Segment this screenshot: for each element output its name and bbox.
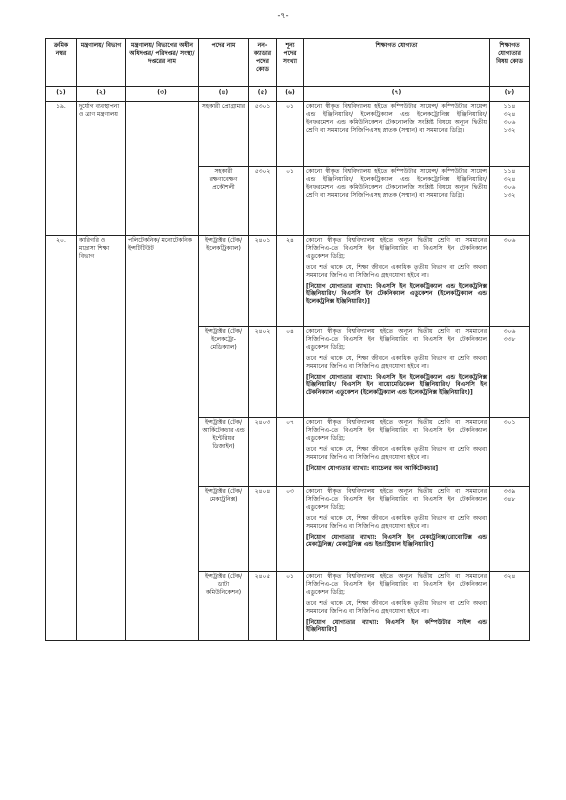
code-cell: ২৪০২ [249,327,277,418]
qualification-cell [304,327,490,418]
column-number-row [46,87,530,102]
subject-codes-cell [490,167,530,236]
header-cell: নন-ক্যাডার পদের কোড [249,39,277,87]
column-number: (৬) [277,87,304,102]
subject-code: ৩০৬ [503,328,516,335]
subject-code: ১১৪ [503,168,516,175]
subject-code: ৩০৬ [503,237,516,244]
subject-code: ৩৩৯ [503,488,516,495]
qualification-explanation: [নিয়োগ যোগ্যতার ব্যাখ্যা: বিএসসি ইন ইলেকট্রিক্যাল এন্ড ইলেকট্রনিক্স ইঞ্জিনিয়ারিং/ বিএসসি ইন টেকনিক্যাল এডুকেশন (ইলেকট্রিক্যাল এন্ড ইলেকট্রনিক্স ইঞ্জিনিয়ারিং)] [306,282,487,306]
subject-codes-cell [490,418,530,487]
code-cell: ২৪০৩ [249,418,277,487]
column-number: (৭) [304,87,490,102]
code-cell: ২৪০৫ [249,572,277,641]
subject-code: ৩২৪ [503,110,516,118]
ministry-cell: কারিগরি ও মাদ্রাসা শিক্ষা বিভাগ [77,236,126,641]
vacancy-cell: ০১ [277,572,304,641]
header-cell: ক্রমিক নম্বর [46,39,77,87]
subject-codes-cell [490,236,530,327]
post-name-cell: ইন্সট্রাক্টর (টেক/ ডাটা কমিউনিকেশন) [199,572,249,641]
qualification-cell [304,418,490,487]
subject-code: ৩২৪ [503,573,516,580]
qualification-text: কোনো স্বীকৃত বিশ্ববিদ্যালয় হইতে অন্যূন দ্বিতীয় শ্রেণি বা সমমানের সিজিপিএ-তে বিএসসি ইন ইঞ্জিনিয়ারিং বা বিএসসি ইন টেকনিক্যাল এডুকেশন ডিগ্রি; [306,573,487,596]
qualification-explanation: [নিয়োগ যোগ্যতার ব্যাখ্যা: বিএসসি ইন কম্পিউটার সাইন্স এন্ড ইঞ্জিনিয়ারিং] [306,618,487,634]
subject-code: ৩০৬ [503,118,516,126]
qualification-text: তবে শর্ত থাকে যে, শিক্ষা জীবনে একাধিক তৃতীয় বিভাগ বা শ্রেণি অথবা সমমানের জিপিএ বা সিজিপিএ গ্রহণযোগ্য হইবে না। [306,263,487,279]
qualification-cell [304,572,490,641]
table-row [46,102,530,167]
qualification-cell [304,236,490,327]
post-name-cell: ইন্সট্রাক্টর (টেক/ আর্কিটেকচার এন্ড ইন্টেরিয়র ডিজাইন) [199,418,249,487]
qualification-explanation: [নিয়োগ যোগ্যতার ব্যাখ্যা: বিএসসি ইন মেকাট্রনিক্স/রোবোটিক্স এন্ড মেকাট্রনিক্স/ মেকাট্রনিক্স এন্ড ইন্ডাস্ট্রিয়াল ইঞ্জিনিয়ারিং] [306,533,487,549]
vacancy-cell: ০৪ [277,327,304,418]
department-cell: পলিটেকনিক/ মনোটেকনিক ইন্সটিটিউট [126,236,199,641]
column-number: (৩) [126,87,199,102]
qualification-explanation: [নিয়োগ যোগ্যতার ব্যাখ্যা: বিএসসি ইন ইলেকট্রিক্যাল এন্ড ইলেকট্রনিক্স ইঞ্জিনিয়ারিং/ বিএসসি ইন বায়োমেডিকেল ইঞ্জিনিয়ারিং/ বিএসসি ইন টেকনিক্যাল এডুকেশন (ইলেকট্রিক্যাল এন্ড ইলেকট্রনিক্স ইঞ্জিনিয়ারিং)] [306,373,487,397]
code-cell: ২৪০৪ [249,487,277,572]
qualification-text: কোনো স্বীকৃত বিশ্ববিদ্যালয় হইতে কম্পিউটার সায়েন্স/ কম্পিউটার সায়েন্স এন্ড ইঞ্জিনিয়ারিং/ ইলেকট্রিক্যাল এন্ড ইলেকট্রোনিক্স ইঞ্জিনিয়ারিং/ ইনফরমেশন এন্ড কমিউনিকেশন টেকনোলজি সংশ্লিষ্ট বিষয়ে অন্যূন দ্বিতীয় শ্রেণি বা সমমানের সিজিপিএসহ স্নাতক (সম্মান) বা সমমানের ডিগ্রি। [306,168,487,199]
header-cell: শূন্য পদের সংখ্যা [277,39,304,87]
subject-code: ৩০১ [503,419,516,426]
qualification-text: কোনো স্বীকৃত বিশ্ববিদ্যালয় হইতে অন্যূন দ্বিতীয় শ্রেণি বা সমমানের সিজিপিএ-তে বিএসসি ইন ইঞ্জিনিয়ারিং বা বিএসসি ইন টেকনিক্যাল এডুকেশন ডিগ্রি; [306,237,487,260]
ministry-cell: দুর্যোগ ব্যবস্থাপনা ও ত্রাণ মন্ত্রণালয় [77,102,126,236]
qualification-cell [304,102,490,167]
vacancy-cell: ০১ [277,167,304,236]
post-name-cell: সহকারী প্রোগ্রামার [199,102,249,167]
header-cell: মন্ত্রণালয়/ বিভাগের অধীন অধিদপ্তর/ পরিদপ্তর/ সংস্থা/ দপ্তরের নাম [126,39,199,87]
code-cell: ২৪০১ [249,236,277,327]
qualification-text: তবে শর্ত থাকে যে, শিক্ষা জীবনে একাধিক তৃতীয় বিভাগ বা শ্রেণি অথবা সমমানের জিপিএ বা সিজিপিএ গ্রহণযোগ্য হইবে না। [306,599,487,615]
column-number: (৮) [490,87,530,102]
subject-codes-cell [490,327,530,418]
subject-code: ৩০৬ [503,183,516,191]
header-row [46,39,530,87]
subject-code: ৩৩৮ [503,335,516,343]
post-name-cell: ইন্সট্রাক্টর (টেক/ ইলেকট্রিক্যাল) [199,236,249,327]
subject-codes-cell [490,487,530,572]
code-cell: ৫৩০২ [249,167,277,236]
serial-cell: ২০. [46,236,77,641]
vacancy-cell: ০৭ [277,418,304,487]
table-row [46,236,530,327]
post-name-cell: ইন্সট্রাক্টর (টেক/ ইলেকট্রো-মেডিক্যাল) [199,327,249,418]
vacancy-cell: ২৪ [277,236,304,327]
qualification-text: তবে শর্ত থাকে যে, শিক্ষা জীবনে একাধিক তৃতীয় বিভাগ বা শ্রেণি অথবা সমমানের জিপিএ বা সিজিপিএ গ্রহণযোগ্য হইবে না। [306,354,487,370]
recruitment-table [45,38,530,641]
subject-code: ১১৪ [503,103,516,110]
subject-code: ১৩২ [503,191,516,199]
column-number: (১) [46,87,77,102]
column-number: (৪) [199,87,249,102]
code-cell: ৫৩০১ [249,102,277,167]
qualification-text: তবে শর্ত থাকে যে, শিক্ষা জীবনে একাধিক তৃতীয় বিভাগ বা শ্রেণি অথবা সমমানের জিপিএ বা সিজিপিএ গ্রহণযোগ্য হইবে না। [306,445,487,461]
qualification-text: কোনো স্বীকৃত বিশ্ববিদ্যালয় হইতে অন্যূন দ্বিতীয় শ্রেণি বা সমমানের সিজিপিএ-তে বিএসসি ইন ইঞ্জিনিয়ারিং বা বিএসসি ইন টেকনিক্যাল এডুকেশন ডিগ্রি; [306,488,487,511]
qualification-text: তবে শর্ত থাকে যে, শিক্ষা জীবনে একাধিক তৃতীয় বিভাগ বা শ্রেণি অথবা সমমানের জিপিএ বা সিজিপিএ গ্রহণযোগ্য হইবে না। [306,514,487,530]
vacancy-cell: ০৩ [277,487,304,572]
post-name-cell: সহকারী রক্ষণাবেক্ষণ প্রকৌশলী [199,167,249,236]
subject-codes-cell [490,572,530,641]
qualification-text: কোনো স্বীকৃত বিশ্ববিদ্যালয় হইতে অন্যূন দ্বিতীয় শ্রেণি বা সমমানের সিজিপিএ-তে বিএসসি ইন ইঞ্জিনিয়ারিং বা বিএসসি ইন টেকনিক্যাল এডুকেশন ডিগ্রি; [306,328,487,351]
header-cell: শিক্ষাগত যোগ্যতা [304,39,490,87]
qualification-cell [304,487,490,572]
subject-code: ৩২৪ [503,175,516,183]
department-cell [126,102,199,236]
vacancy-cell: ০১ [277,102,304,167]
page-number: -৭- [277,11,289,20]
column-number: (৫) [249,87,277,102]
subject-code: ৩৪৮ [503,495,516,503]
header-cell: পদের নাম [199,39,249,87]
post-name-cell: ইন্সট্রাক্টর (টেক/ মেকাট্রনিক্স) [199,487,249,572]
qualification-text: কোনো স্বীকৃত বিশ্ববিদ্যালয় হইতে কম্পিউটার সায়েন্স/ কম্পিউটার সায়েন্স এন্ড ইঞ্জিনিয়ারিং/ ইলেকট্রিক্যাল এন্ড ইলেকট্রোনিক্স ইঞ্জিনিয়ারিং/ ইনফরমেশন এন্ড কমিউনিকেশন টেকনোলজি সংশ্লিষ্ট বিষয়ে অন্যূন দ্বিতীয় শ্রেণি বা সমমানের সিজিপিএসহ স্নাতক (সম্মান) বা সমমানের ডিগ্রি। [306,103,487,134]
header-cell: শিক্ষাগত যোগ্যতার বিষয় কোড [490,39,530,87]
serial-cell: ১৯. [46,102,77,236]
subject-code: ১৩২ [503,126,516,134]
qualification-cell [304,167,490,236]
header-cell: মন্ত্রণালয়/ বিভাগ [77,39,126,87]
subject-codes-cell [490,102,530,167]
qualification-text: কোনো স্বীকৃত বিশ্ববিদ্যালয় হইতে অন্যূন দ্বিতীয় শ্রেণি বা সমমানের সিজিপিএ-তে বিএসসি ইন ইঞ্জিনিয়ারিং বা বিএসসি ইন টেকনিক্যাল এডুকেশন ডিগ্রি; [306,419,487,442]
qualification-explanation: [নিয়োগ যোগ্যতার ব্যাখ্যা: ব্যাচেলর অব আর্কিটেকচার] [306,464,439,472]
column-number: (২) [77,87,126,102]
